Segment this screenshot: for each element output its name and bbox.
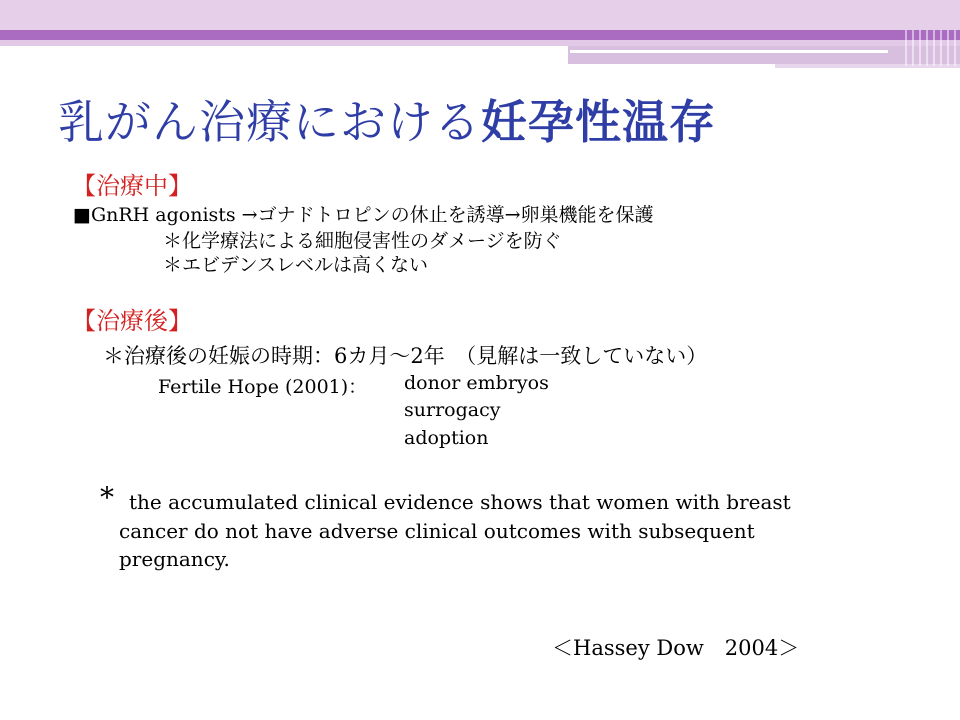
slide-title-part1: 乳がん治療における [58, 95, 481, 149]
evidence-asterisk: * [100, 481, 114, 514]
after-treatment-heading: 【治療後】 [72, 307, 192, 335]
slide-title [58, 86, 716, 152]
option-item: adoption [404, 427, 489, 449]
evidence-line-2: cancer do not have adverse clinical outcomes with subsequent [119, 519, 755, 543]
slide-title-part2: 妊孕性温存 [481, 95, 716, 149]
bullet-square: ■ [73, 204, 91, 226]
fertile-hope-label: Fertile Hope (2001)： [158, 376, 368, 398]
gnrh-agonists-text: GnRH agonists [90, 204, 236, 226]
header-right-tab [568, 46, 960, 64]
pregnancy-timing-line: ＊治療後の妊娠の時期：6カ月～2年 （見解は一致していない） [103, 344, 708, 368]
during-treatment-heading: 【治療中】 [72, 172, 192, 200]
citation: ＜Hassey Dow 2004＞ [552, 636, 800, 660]
option-item: surrogacy [404, 399, 501, 421]
evidence-line-1: the accumulated clinical evidence shows that women with breast [129, 490, 791, 514]
header-band [0, 0, 960, 30]
gnrh-mechanism-text: →ゴナドトロピンの休止を誘導→卵巣機能を保護 [241, 204, 654, 226]
during-note-2: ＊エビデンスレベルは高くない [163, 254, 429, 276]
during-note-1: ＊化学療法による細胞侵害性のダメージを防ぐ [163, 230, 562, 252]
gnrh-line [73, 200, 654, 227]
option-item: donor embryos [404, 372, 549, 394]
header-accent-line [0, 30, 960, 40]
evidence-line-3: pregnancy. [119, 547, 230, 571]
header-right-highlight [570, 50, 888, 53]
header-stripes [905, 30, 960, 66]
